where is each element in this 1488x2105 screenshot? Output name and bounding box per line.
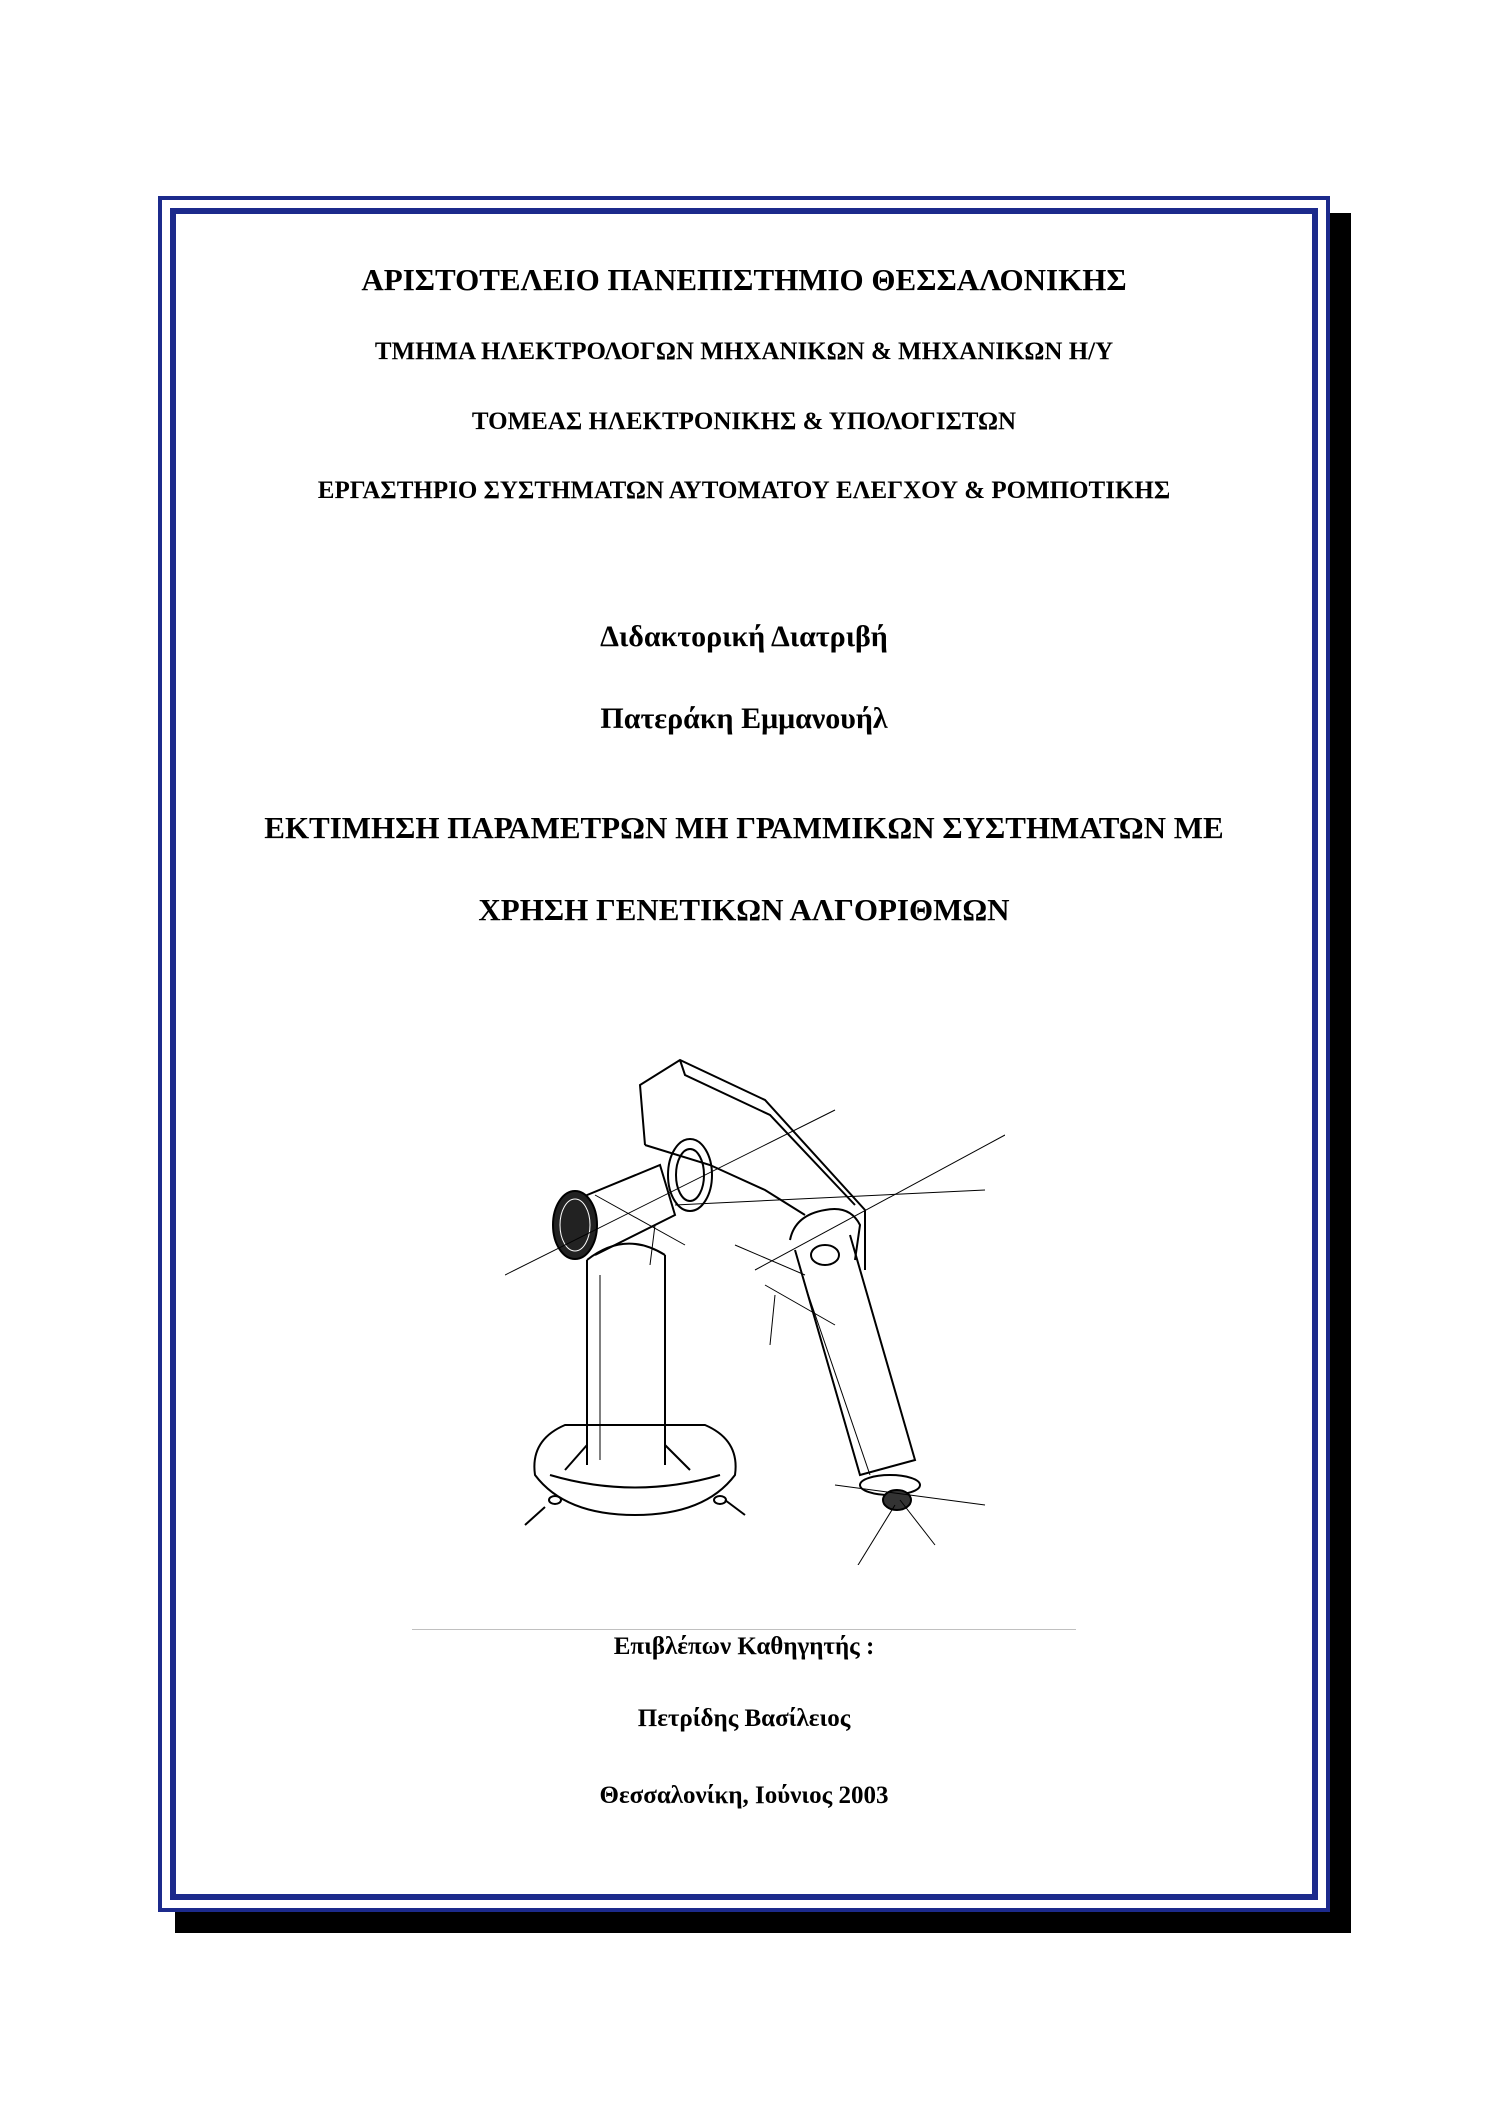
divider-rule [412,1629,1076,1630]
robot-arm-illustration [505,1045,1005,1565]
department-name: ΤΜΗΜΑ ΗΛΕΚΤΡΟΛΟΓΩΝ ΜΗΧΑΝΙΚΩΝ & ΜΗΧΑΝΙΚΩΝ Η/Υ [374,338,1114,365]
supervisor-name: Πετρίδης Βασίλειος [637,1705,851,1732]
author-name: Πατεράκη Εμμανουήλ [600,702,888,735]
thesis-title-line-1: ΕΚΤΙΜΗΣΗ ΠΑΡΑΜΕΤΡΩΝ ΜΗ ΓΡΑΜΜΙΚΩΝ ΣΥΣΤΗΜΑΤΩΝ ΜΕ [264,810,1224,845]
division-name: ΤΟΜΕΑΣ ΗΛΕΚΤΡΟΝΙΚΗΣ & ΥΠΟΛΟΓΙΣΤΩΝ [471,408,1017,435]
supervisor-label: Επιβλέπων Καθηγητής : [613,1633,875,1660]
laboratory-name: ΕΡΓΑΣΤΗΡΙΟ ΣΥΣΤΗΜΑΤΩΝ ΑΥΤΟΜΑΤΟΥ ΕΛΕΓΧΟΥ & ΡΟΜΠΟΤΙΚΗΣ [317,477,1171,504]
place-and-date: Θεσσαλονίκη, Ιούνιος 2003 [599,1782,889,1809]
university-name: ΑΡΙΣΤΟΤΕΛΕΙΟ ΠΑΝΕΠΙΣΤΗΜΙΟ ΘΕΣΣΑΛΟΝΙΚΗΣ [361,262,1127,297]
thesis-title-line-2: ΧΡΗΣΗ ΓΕΝΕΤΙΚΩΝ ΑΛΓΟΡΙΘΜΩΝ [478,892,1010,927]
document-type: Διδακτορική Διατριβή [600,620,888,653]
